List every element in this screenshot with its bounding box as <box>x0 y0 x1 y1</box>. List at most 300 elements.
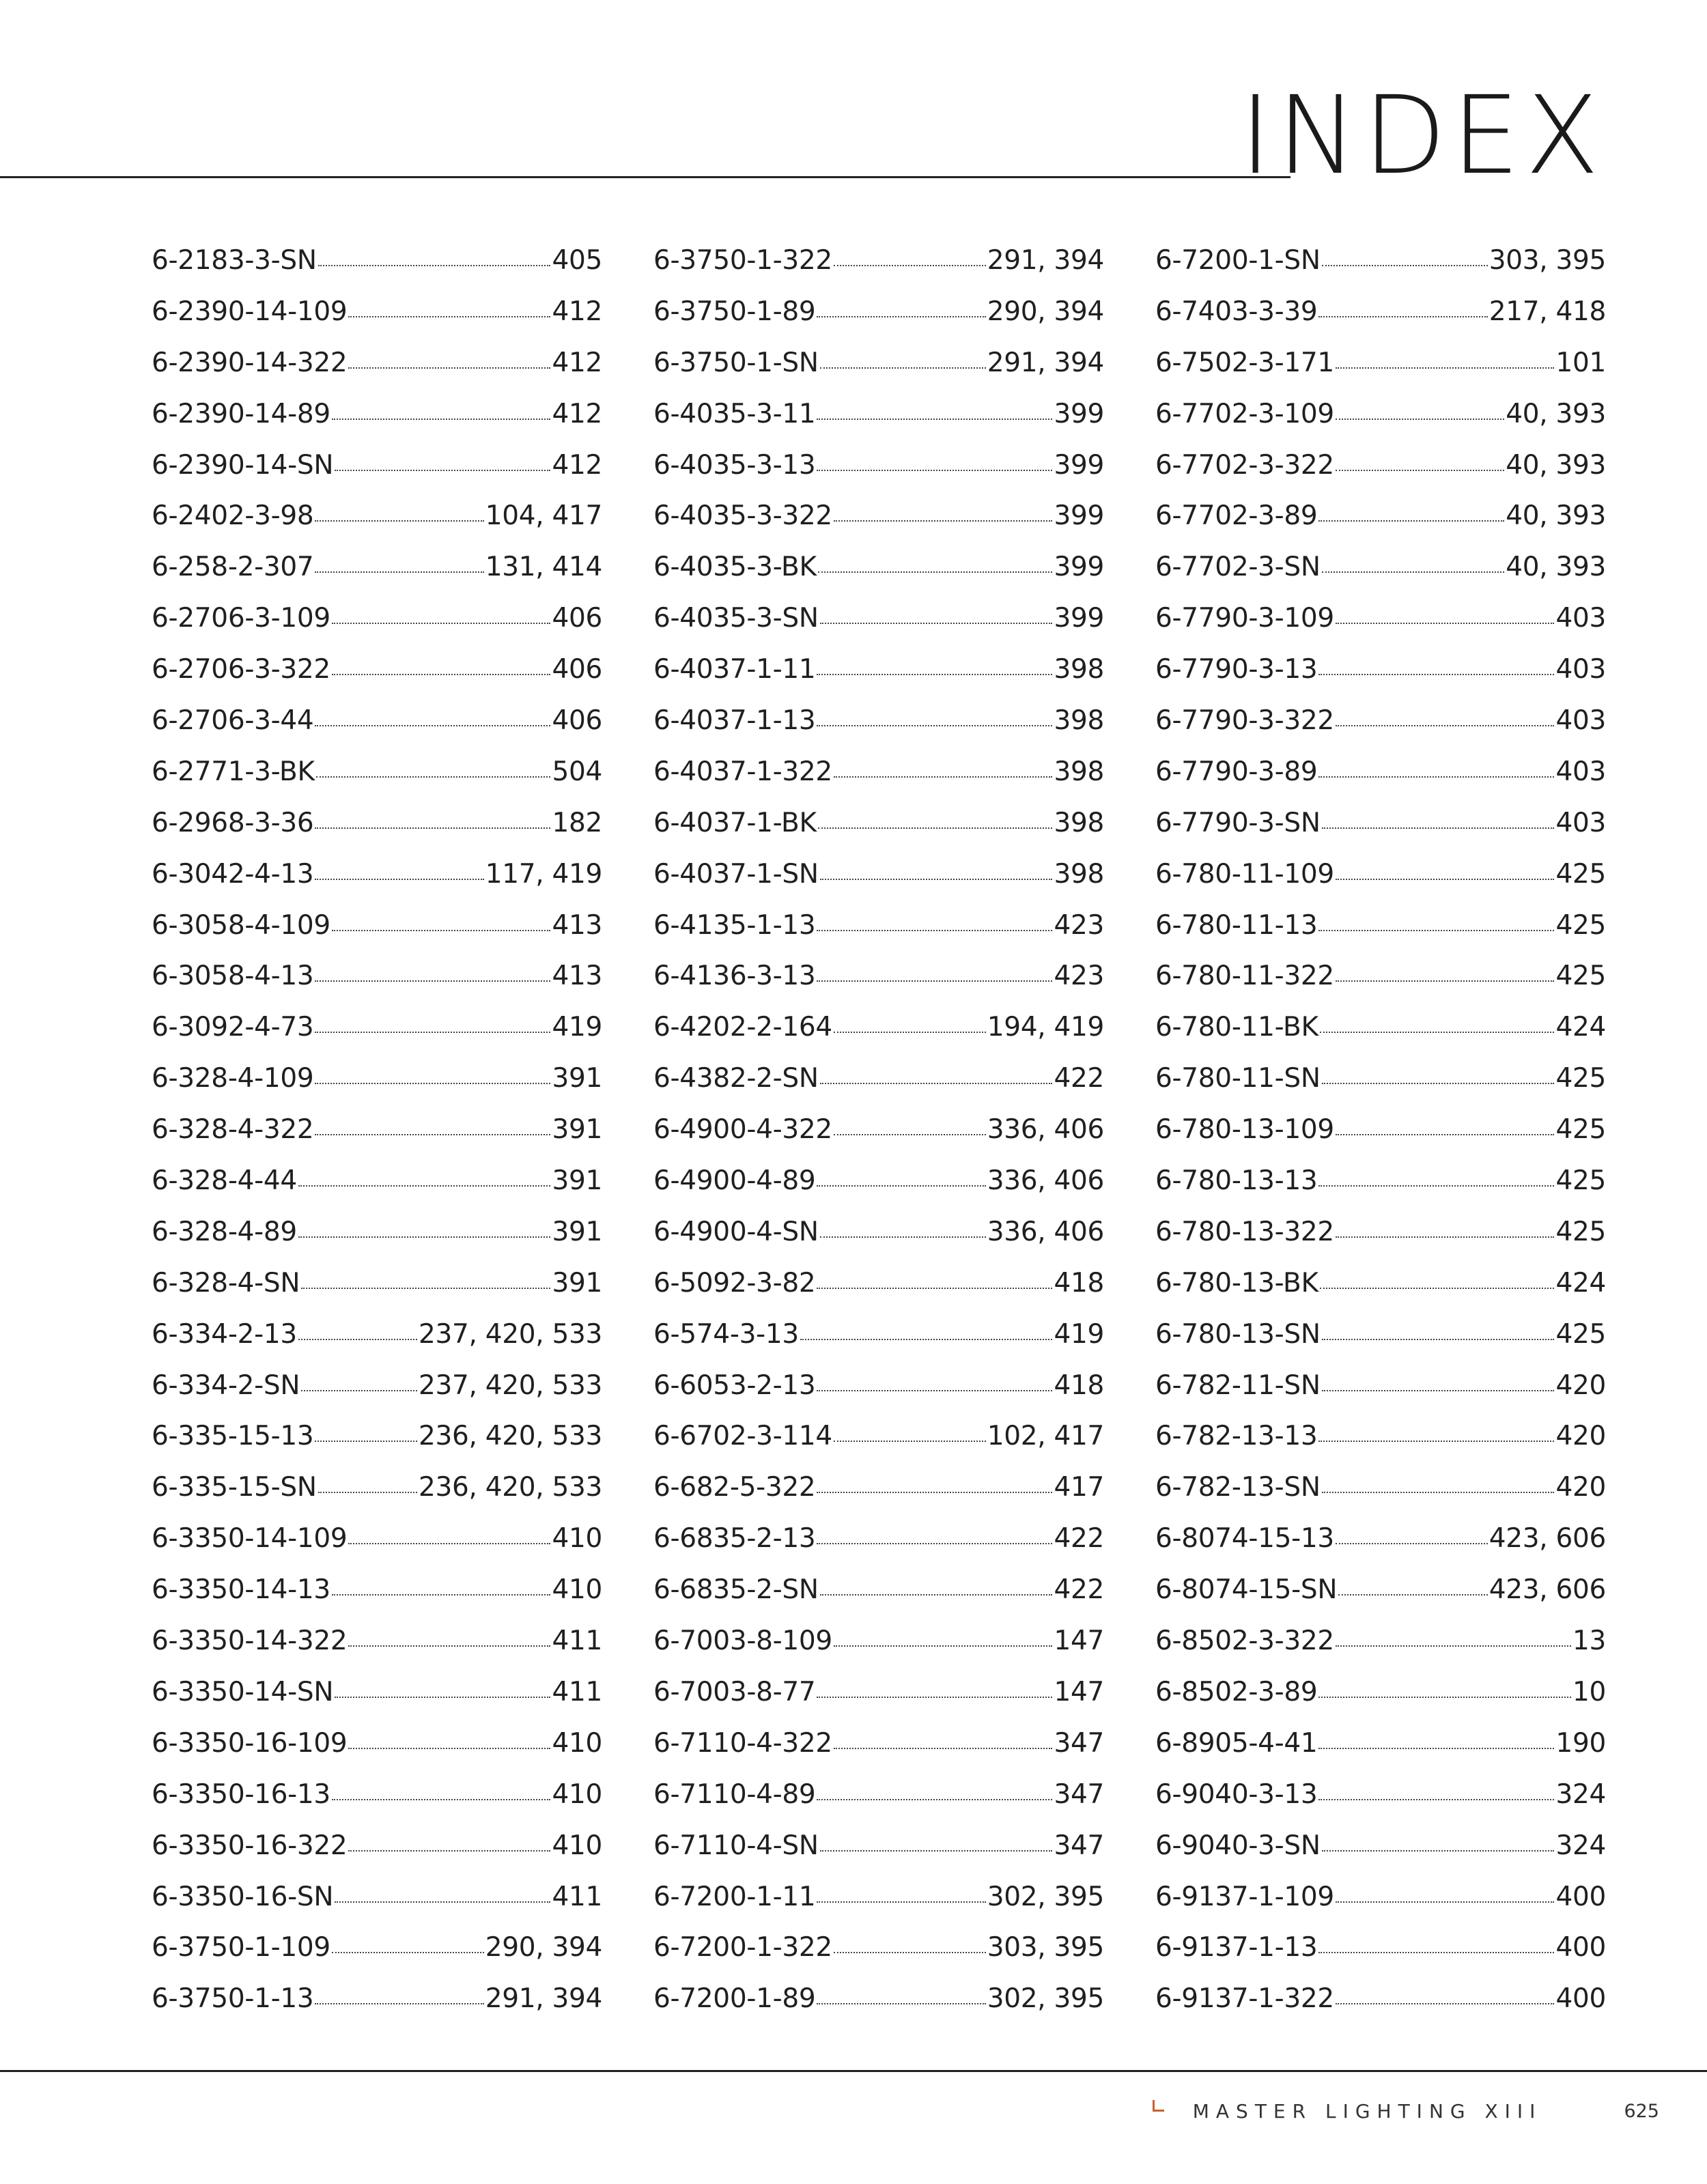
dot-leader <box>348 1543 550 1544</box>
dot-leader <box>817 1901 985 1903</box>
index-entry <box>1155 1156 1606 1207</box>
dot-leader <box>1336 879 1555 880</box>
entry-pages: 425 <box>1555 1114 1606 1146</box>
entry-pages: 406 <box>552 705 602 737</box>
index-entry <box>152 1974 602 2025</box>
entry-pages: 420 <box>1555 1370 1606 1401</box>
entry-pages: 391 <box>552 1063 602 1094</box>
index-entry <box>152 338 602 389</box>
index-entry <box>653 696 1104 747</box>
entry-pages: 412 <box>552 296 602 327</box>
dot-leader <box>1336 623 1555 624</box>
entry-pages: 236, 420, 533 <box>418 1472 602 1503</box>
index-entry <box>1155 1105 1606 1156</box>
entry-pages: 405 <box>552 245 602 276</box>
page-title: INDEX <box>1239 73 1605 199</box>
entry-code: 6-7702-3-SN <box>1155 552 1321 583</box>
index-entry <box>152 1514 602 1565</box>
entry-pages: 101 <box>1555 347 1606 378</box>
dot-leader <box>315 571 483 573</box>
index-entry <box>152 287 602 338</box>
entry-pages: 399 <box>1054 603 1104 634</box>
entry-pages: 347 <box>1054 1830 1104 1861</box>
entry-pages: 398 <box>1054 807 1104 838</box>
index-entry <box>653 338 1104 389</box>
dot-leader <box>817 1697 1052 1698</box>
index-entry <box>152 593 602 644</box>
index-entry <box>653 1053 1104 1105</box>
entry-code: 6-7702-3-89 <box>1155 500 1318 532</box>
entry-pages: 417 <box>1054 1472 1104 1503</box>
dot-leader <box>817 1799 1052 1800</box>
dot-leader <box>834 1748 1053 1749</box>
entry-code: 6-335-15-13 <box>152 1421 314 1452</box>
dot-leader <box>820 367 986 369</box>
index-entry <box>152 1411 602 1462</box>
dot-leader <box>318 1492 417 1493</box>
entry-code: 6-6835-2-13 <box>653 1523 816 1555</box>
entry-code: 6-5092-3-82 <box>653 1267 816 1299</box>
entry-code: 6-334-2-SN <box>152 1370 300 1401</box>
entry-pages: 190 <box>1555 1727 1606 1759</box>
dot-leader <box>817 1543 1052 1544</box>
entry-pages: 291, 394 <box>485 1983 602 2015</box>
entry-code: 6-2771-3-BK <box>152 756 315 787</box>
index-entry <box>152 1207 602 1258</box>
entry-code: 6-4382-2-SN <box>653 1063 819 1094</box>
index-entry <box>1155 1718 1606 1770</box>
dot-leader <box>1336 1543 1488 1544</box>
entry-code: 6-780-11-13 <box>1155 909 1318 941</box>
index-entry <box>1155 1361 1606 1412</box>
entry-code: 6-3058-4-109 <box>152 909 330 941</box>
entry-pages: 422 <box>1054 1063 1104 1094</box>
index-entry <box>653 1923 1104 1974</box>
entry-code: 6-3350-16-SN <box>152 1881 334 1912</box>
index-entry <box>1155 1258 1606 1309</box>
entry-pages: 290, 394 <box>485 1932 602 1963</box>
entry-pages: 336, 406 <box>987 1114 1104 1146</box>
dot-leader <box>817 674 1052 675</box>
index-entry <box>1155 542 1606 593</box>
index-entry <box>1155 236 1606 287</box>
entry-pages: 422 <box>1054 1523 1104 1555</box>
entry-code: 6-780-11-109 <box>1155 858 1334 890</box>
entry-pages: 303, 395 <box>1489 245 1606 276</box>
dot-leader <box>820 623 1053 624</box>
entry-pages: 237, 420, 533 <box>418 1318 602 1350</box>
index-entry <box>1155 1514 1606 1565</box>
dot-leader <box>1322 265 1488 266</box>
entry-pages: 13 <box>1572 1626 1606 1657</box>
entry-pages: 400 <box>1555 1881 1606 1912</box>
entry-pages: 303, 395 <box>987 1932 1104 1963</box>
dot-leader <box>818 571 1053 573</box>
entry-pages: 102, 417 <box>987 1421 1104 1452</box>
index-entry <box>152 1718 602 1770</box>
entry-pages: 399 <box>1054 552 1104 583</box>
index-entry <box>1155 491 1606 542</box>
entry-code: 6-328-4-109 <box>152 1063 314 1094</box>
entry-code: 6-780-11-322 <box>1155 961 1334 992</box>
dot-leader <box>817 2003 985 2004</box>
entry-code: 6-4035-3-322 <box>653 500 832 532</box>
entry-code: 6-2390-14-322 <box>152 347 348 378</box>
entry-pages: 131, 414 <box>485 552 602 583</box>
entry-code: 6-4202-2-164 <box>653 1012 832 1043</box>
index-entry <box>1155 440 1606 492</box>
dot-leader <box>1318 674 1554 675</box>
entry-pages: 336, 406 <box>987 1216 1104 1247</box>
entry-pages: 398 <box>1054 705 1104 737</box>
entry-code: 6-7790-3-322 <box>1155 705 1334 737</box>
dot-leader <box>1322 1850 1555 1852</box>
index-entry <box>152 1565 602 1616</box>
index-entry <box>152 696 602 747</box>
entry-pages: 406 <box>552 603 602 634</box>
index-entry <box>152 236 602 287</box>
dot-leader <box>1320 1288 1555 1289</box>
index-entry <box>653 1258 1104 1309</box>
index-entry <box>1155 747 1606 798</box>
entry-pages: 291, 394 <box>987 347 1104 378</box>
entry-pages: 403 <box>1555 654 1606 685</box>
entry-pages: 398 <box>1054 654 1104 685</box>
entry-pages: 403 <box>1555 807 1606 838</box>
dot-leader <box>316 776 551 778</box>
entry-code: 6-4135-1-13 <box>653 909 816 941</box>
entry-code: 6-7502-3-171 <box>1155 347 1334 378</box>
dot-leader <box>1318 520 1504 522</box>
dot-leader <box>348 316 550 317</box>
dot-leader <box>348 1645 550 1647</box>
entry-pages: 425 <box>1555 1216 1606 1247</box>
entry-code: 6-8074-15-SN <box>1155 1574 1338 1606</box>
dot-leader <box>332 623 551 624</box>
entry-pages: 117, 419 <box>485 858 602 890</box>
entry-code: 6-3350-14-322 <box>152 1626 348 1657</box>
dot-leader <box>818 827 1053 829</box>
entry-pages: 420 <box>1555 1472 1606 1503</box>
entry-pages: 40, 393 <box>1506 500 1606 532</box>
entry-code: 6-782-13-13 <box>1155 1421 1318 1452</box>
index-entry <box>653 1156 1104 1207</box>
dot-leader <box>332 1952 484 1953</box>
entry-code: 6-782-11-SN <box>1155 1370 1321 1401</box>
index-entry <box>152 900 602 952</box>
entry-pages: 403 <box>1555 603 1606 634</box>
corner-bracket-icon <box>1153 2100 1164 2112</box>
entry-pages: 391 <box>552 1216 602 1247</box>
dot-leader <box>834 265 986 266</box>
dot-leader <box>1336 725 1555 726</box>
index-entry <box>152 1053 602 1105</box>
entry-pages: 423, 606 <box>1489 1523 1606 1555</box>
entry-pages: 422 <box>1054 1574 1104 1606</box>
dot-leader <box>834 1134 986 1135</box>
entry-code: 6-4037-1-BK <box>653 807 817 838</box>
entry-pages: 324 <box>1555 1830 1606 1861</box>
entry-code: 6-4900-4-SN <box>653 1216 819 1247</box>
index-entry <box>1155 1770 1606 1821</box>
dot-leader <box>315 1032 550 1033</box>
entry-pages: 347 <box>1054 1727 1104 1759</box>
entry-pages: 412 <box>552 449 602 481</box>
entry-code: 6-7200-1-322 <box>653 1932 832 1963</box>
entry-pages: 398 <box>1054 756 1104 787</box>
dot-leader <box>348 1850 550 1852</box>
entry-code: 6-780-13-13 <box>1155 1165 1318 1197</box>
entry-pages: 399 <box>1054 449 1104 481</box>
entry-pages: 425 <box>1555 909 1606 941</box>
index-entry <box>152 1616 602 1667</box>
index-entry <box>1155 798 1606 849</box>
dot-leader <box>1336 980 1555 982</box>
entry-code: 6-3042-4-13 <box>152 858 314 890</box>
entry-pages: 194, 419 <box>987 1012 1104 1043</box>
entry-code: 6-4035-3-13 <box>653 449 816 481</box>
dot-leader <box>298 1185 551 1187</box>
entry-code: 6-4136-3-13 <box>653 961 816 992</box>
entry-code: 6-4035-3-11 <box>653 398 816 429</box>
entry-pages: 40, 393 <box>1506 552 1606 583</box>
entry-pages: 425 <box>1555 1165 1606 1197</box>
index-entry <box>653 644 1104 696</box>
entry-pages: 40, 393 <box>1506 398 1606 429</box>
index-entry <box>152 440 602 492</box>
index-entry <box>152 849 602 900</box>
entry-code: 6-7110-4-SN <box>653 1830 819 1861</box>
dot-leader <box>817 419 1052 420</box>
dot-leader <box>1322 1339 1555 1340</box>
dot-leader <box>834 1441 986 1442</box>
dot-leader <box>820 1594 1053 1596</box>
dot-leader <box>332 674 551 675</box>
dot-leader <box>298 1339 417 1340</box>
dot-leader <box>1318 1748 1554 1749</box>
entry-code: 6-4900-4-322 <box>653 1114 832 1146</box>
footer-divider <box>0 2070 1707 2072</box>
index-entry <box>653 1207 1104 1258</box>
entry-code: 6-6835-2-SN <box>653 1574 819 1606</box>
dot-leader <box>1318 930 1554 931</box>
entry-code: 6-3350-14-13 <box>152 1574 330 1606</box>
entry-pages: 413 <box>552 909 602 941</box>
entry-pages: 423 <box>1054 961 1104 992</box>
entry-pages: 413 <box>552 961 602 992</box>
dot-leader <box>817 1185 985 1187</box>
entry-pages: 425 <box>1555 1063 1606 1094</box>
index-entry <box>653 440 1104 492</box>
dot-leader <box>1322 1083 1555 1084</box>
entry-code: 6-2402-3-98 <box>152 500 314 532</box>
entry-code: 6-8502-3-322 <box>1155 1626 1334 1657</box>
dot-leader <box>1318 776 1554 778</box>
entry-pages: 324 <box>1555 1778 1606 1810</box>
entry-pages: 398 <box>1054 858 1104 890</box>
entry-code: 6-782-13-SN <box>1155 1472 1321 1503</box>
entry-code: 6-3750-1-89 <box>653 296 816 327</box>
index-entry <box>653 1718 1104 1770</box>
page-number: 625 <box>1624 2101 1659 2122</box>
entry-pages: 504 <box>552 756 602 787</box>
entry-pages: 410 <box>552 1523 602 1555</box>
entry-code: 6-4037-1-322 <box>653 756 832 787</box>
dot-leader <box>834 1952 986 1953</box>
index-entry <box>1155 696 1606 747</box>
dot-leader <box>332 1594 551 1596</box>
index-entry <box>653 900 1104 952</box>
entry-code: 6-9137-1-13 <box>1155 1932 1318 1963</box>
dot-leader <box>834 1645 1053 1647</box>
entry-code: 6-258-2-307 <box>152 552 314 583</box>
entry-code: 6-9040-3-SN <box>1155 1830 1321 1861</box>
dot-leader <box>1322 1492 1555 1493</box>
entry-code: 6-780-13-SN <box>1155 1318 1321 1350</box>
index-entry <box>152 1923 602 1974</box>
dot-leader <box>315 879 483 880</box>
dot-leader <box>1318 316 1487 317</box>
index-entry <box>152 491 602 542</box>
entry-code: 6-335-15-SN <box>152 1472 317 1503</box>
dot-leader <box>1318 1441 1554 1442</box>
index-entry <box>152 644 602 696</box>
entry-code: 6-7790-3-109 <box>1155 603 1334 634</box>
dot-leader <box>315 1083 550 1084</box>
entry-pages: 347 <box>1054 1778 1104 1810</box>
index-entry <box>1155 1002 1606 1053</box>
entry-code: 6-3750-1-13 <box>152 1983 314 2015</box>
index-entry <box>1155 338 1606 389</box>
entry-pages: 423 <box>1054 909 1104 941</box>
dot-leader <box>817 316 985 317</box>
index-entry <box>1155 849 1606 900</box>
index-entry <box>152 951 602 1002</box>
dot-leader <box>1318 1799 1554 1800</box>
entry-code: 6-3350-16-322 <box>152 1830 348 1861</box>
index-entry <box>653 1462 1104 1514</box>
entry-code: 6-7790-3-13 <box>1155 654 1318 685</box>
dot-leader <box>315 520 483 522</box>
entry-code: 6-328-4-322 <box>152 1114 314 1146</box>
index-entry <box>653 1514 1104 1565</box>
entry-code: 6-3750-1-SN <box>653 347 819 378</box>
index-entry <box>1155 1565 1606 1616</box>
index-entry <box>1155 900 1606 952</box>
entry-pages: 403 <box>1555 756 1606 787</box>
dot-leader <box>335 1901 550 1903</box>
index-entry <box>152 1462 602 1514</box>
entry-pages: 399 <box>1054 398 1104 429</box>
entry-code: 6-4037-1-11 <box>653 654 816 685</box>
entry-code: 6-328-4-89 <box>152 1216 297 1247</box>
dot-leader <box>348 367 550 369</box>
entry-code: 6-2706-3-322 <box>152 654 330 685</box>
entry-code: 6-8905-4-41 <box>1155 1727 1318 1759</box>
index-entry <box>152 1309 602 1361</box>
entry-code: 6-328-4-SN <box>152 1267 300 1299</box>
index-entry <box>152 1156 602 1207</box>
page-footer <box>1153 2100 1659 2123</box>
entry-code: 6-2390-14-89 <box>152 398 330 429</box>
entry-pages: 406 <box>552 654 602 685</box>
index-entry <box>653 1002 1104 1053</box>
entry-pages: 147 <box>1054 1676 1104 1707</box>
index-entry <box>653 1309 1104 1361</box>
dot-leader <box>315 827 550 829</box>
dot-leader <box>1338 1594 1487 1596</box>
index-entry <box>1155 644 1606 696</box>
dot-leader <box>335 1697 550 1698</box>
index-entry <box>1155 389 1606 440</box>
index-entry <box>1155 951 1606 1002</box>
index-entry <box>1155 593 1606 644</box>
dot-leader <box>1318 1697 1571 1698</box>
entry-code: 6-3350-16-109 <box>152 1727 348 1759</box>
index-entry <box>653 798 1104 849</box>
entry-code: 6-7702-3-322 <box>1155 449 1334 481</box>
entry-code: 6-3350-16-13 <box>152 1778 330 1810</box>
index-entry <box>152 1667 602 1718</box>
dot-leader <box>817 725 1052 726</box>
index-entry <box>1155 1872 1606 1923</box>
dot-leader <box>332 930 551 931</box>
entry-pages: 400 <box>1555 1983 1606 2015</box>
index-entry <box>653 1821 1104 1872</box>
entry-pages: 412 <box>552 398 602 429</box>
entry-code: 6-4035-3-SN <box>653 603 819 634</box>
entry-pages: 411 <box>552 1676 602 1707</box>
entry-pages: 302, 395 <box>987 1881 1104 1912</box>
entry-pages: 236, 420, 533 <box>418 1421 602 1452</box>
dot-leader <box>817 980 1052 982</box>
index-entry <box>653 491 1104 542</box>
entry-pages: 418 <box>1054 1267 1104 1299</box>
index-entry <box>653 1872 1104 1923</box>
entry-code: 6-334-2-13 <box>152 1318 297 1350</box>
index-entry <box>1155 1616 1606 1667</box>
entry-code: 6-3058-4-13 <box>152 961 314 992</box>
entry-pages: 411 <box>552 1626 602 1657</box>
dot-leader <box>834 520 1053 522</box>
index-entry <box>1155 1667 1606 1718</box>
entry-code: 6-7003-8-77 <box>653 1676 816 1707</box>
entry-code: 6-2390-14-SN <box>152 449 334 481</box>
index-entry <box>1155 287 1606 338</box>
entry-code: 6-7003-8-109 <box>653 1626 832 1657</box>
entry-code: 6-3750-1-322 <box>653 245 832 276</box>
dot-leader <box>817 930 1052 931</box>
entry-pages: 147 <box>1054 1626 1104 1657</box>
dot-leader <box>1336 1236 1555 1238</box>
index-column-2 <box>653 236 1104 2025</box>
entry-pages: 291, 394 <box>987 245 1104 276</box>
entry-code: 6-3350-14-109 <box>152 1523 348 1555</box>
index-entry <box>653 1411 1104 1462</box>
index-entry <box>653 1974 1104 2025</box>
entry-pages: 412 <box>552 347 602 378</box>
entry-code: 6-7200-1-SN <box>1155 245 1321 276</box>
index-entry <box>653 1616 1104 1667</box>
entry-pages: 424 <box>1555 1267 1606 1299</box>
index-entry <box>152 542 602 593</box>
entry-code: 6-7702-3-109 <box>1155 398 1334 429</box>
entry-code: 6-2706-3-109 <box>152 603 330 634</box>
index-entry <box>152 747 602 798</box>
entry-code: 6-7200-1-89 <box>653 1983 816 2015</box>
index-column-1 <box>152 236 602 2025</box>
entry-pages: 217, 418 <box>1489 296 1606 327</box>
